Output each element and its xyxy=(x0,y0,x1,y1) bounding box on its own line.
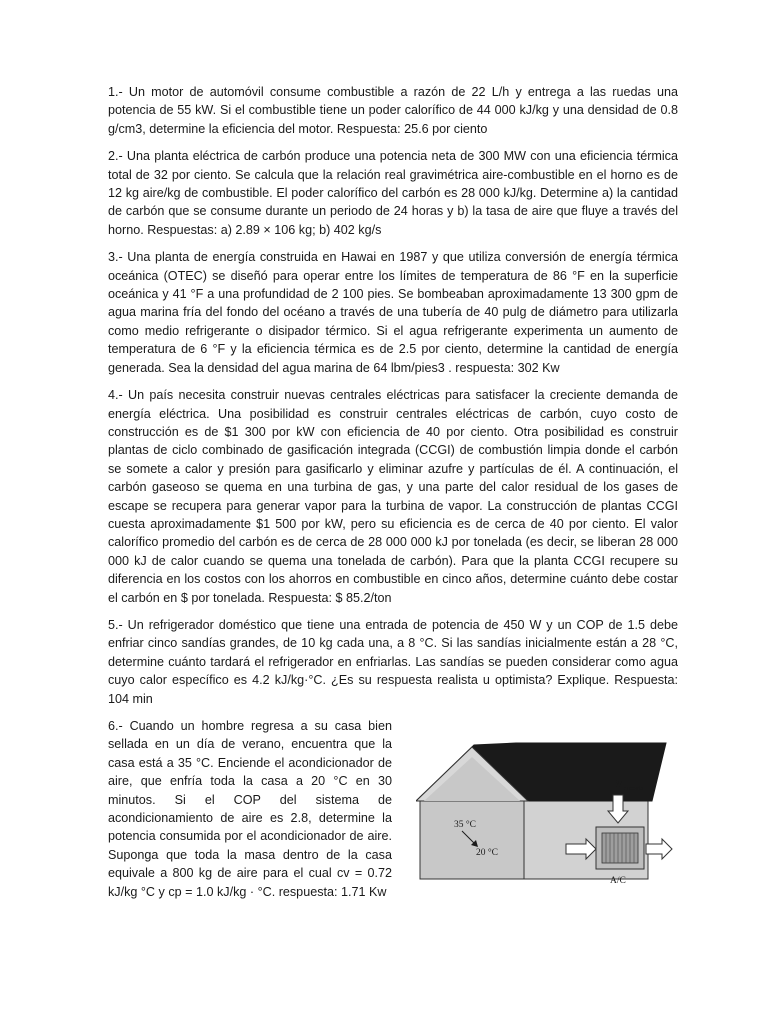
exhaust-arrow xyxy=(646,839,672,859)
document-page xyxy=(108,83,678,901)
house-ac-figure xyxy=(416,729,686,889)
problem-6-block xyxy=(108,717,678,901)
problem-1: 1.- Un motor de automóvil consume combustible a razón de 22 L/h y entrega a las ruedas una potencia de 55 kW. Si el combustible tiene un poder calorífico de 44 000 kJ/kg y una densidad de 0.8 g/cm3, determine la eficiencia del motor. Respuesta: 25.6 por ciento xyxy=(108,85,678,136)
problem-6: 6.- Cuando un hombre regresa a su casa bien sellada en un día de verano, encuentra que la casa está a 35 °C. Enciende el acondicionador de aire, que enfría toda la casa a 20 °C en 30 minutos. Si el COP del sistema de acondicionamiento de aire es 2.8, determine la potencia consumida por el acondicionador de aire. Suponga que toda la masa dentro de la casa equivale a 800 kg de aire para el cual cv = 0.72 kJ/kg °C y cp = 1.0 kJ/kg · °C. respuesta: 1.71 Kw xyxy=(108,719,392,899)
problem-4: 4.- Un país necesita construir nuevas centrales eléctricas para satisfacer la creciente demanda de energía eléctrica. Una posibilidad es construir centrales eléctricas de carbón, cuyo costo de construcción es de $1 300 por kW con eficiencia de 40 por ciento. Otra posibilidad es construir plantas de ciclo combinado de gasificación integrada (CCGI) de combustión limpia donde el carbón se somete a calor y presión para gasificarlo y eliminar azufre y partículas de él. A continuación, el carbón gaseoso se quema en una turbina de gas, y una parte del calor residual de los gases de escape se recupera para generar vapor para la turbina de vapor. La construcción de plantas CCGI cuesta aproximadamente $1 500 por kW, pero su eficiencia es de cerca de 40 por ciento. El valor calorífico promedio del carbón es de cerca de 28 000 000 kJ por tonelada (es decir, se liberan 28 000 000 kJ de calor cuando se quema una tonelada de carbón). Para que la planta CCGI recupere su diferencia en los costos con los ahorros en combustible en cinco años, determine cuánto debe costar el carbón en $ por tonelada. Respuesta: $ 85.2/ton xyxy=(108,388,678,605)
problem-3: 3.- Una planta de energía construida en Hawai en 1987 y que utiliza conversión de energía térmica oceánica (OTEC) se diseñó para operar entre los límites de temperatura de 86 °F en la superficie oceánica y 41 °F a una profundidad de 2 100 pies. Se bombeaban aproximadamente 13 300 gpm de agua marina fría del fondo del océano a través de una tubería de 40 pulg de diámetro para utilizarla como medio refrigerante o disipador térmico. Si el agua refrigerante experimenta un aumento de temperatura de 6 °F y la eficiencia térmica es de 2.5 por ciento, determine la cantidad de energía generada. Sea la densidad del agua marina de 64 lbm/pies3 . respuesta: 302 Kw xyxy=(108,250,678,375)
problem-5: 5.- Un refrigerador doméstico que tiene una entrada de potencia de 450 W y un COP de 1.5 debe enfriar cinco sandías grandes, de 10 kg cada una, a 8 °C. Si las sandías inicialmente están a 28 °C, determine cuánto tardará el refrigerador en enfriarlas. Las sandías se pueden considerar como agua cuyo calor específico es 4.2 kJ/kg·°C. ¿Es su respuesta realista u optimista? Explique. Respuesta: 104 min xyxy=(108,617,678,706)
temp-initial-label: 35 °C xyxy=(454,820,477,830)
ac-unit-grille xyxy=(602,833,638,863)
problem-2: 2.- Una planta eléctrica de carbón produce una potencia neta de 300 MW con una eficiencia térmica total de 32 por ciento. Se calcula que la relación real gravimétrica aire-combustible en el horno es de 12 kg aire/kg de combustible. El poder calorífico del carbón es 28 000 kJ/kg. Determine a) la cantidad de carbón que se consume durante un periodo de 24 horas y b) la tasa de aire que fluye a través del horno. Respuestas: a) 2.89 × 106 kg; b) 402 kg/s xyxy=(108,149,678,237)
work-subscript: entrada xyxy=(624,785,644,792)
temp-final-label: 20 °C xyxy=(476,848,499,858)
work-symbol: W xyxy=(614,779,623,790)
house-ac-diagram xyxy=(416,729,686,889)
ac-label: A/C xyxy=(610,876,626,886)
